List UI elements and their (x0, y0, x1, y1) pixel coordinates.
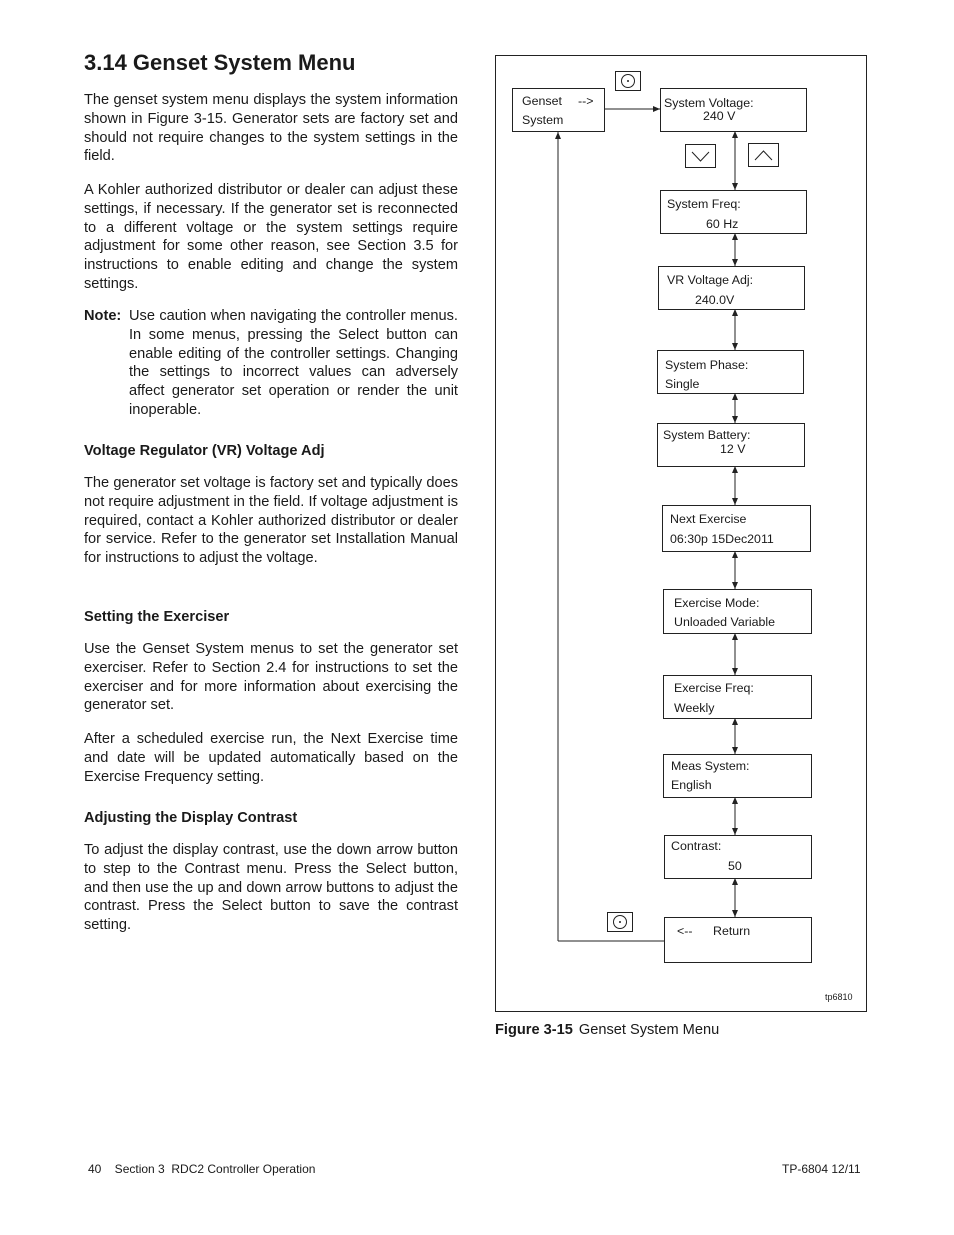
return-label: Return (713, 924, 751, 938)
contrast-paragraph: To adjust the display contrast, use the down arrow button to step to the Contrast menu. Press the Select button, and then use the up and down arrow buttons to adjust the contrast. Press the Select button to save the contrast setting. (84, 842, 458, 934)
menu-value: 240.0V (695, 293, 735, 307)
vr-heading: Voltage Regulator (VR) Voltage Adj (84, 443, 325, 459)
menu-label: System Voltage: (664, 96, 754, 110)
footer-right: TP-6804 12/11 (782, 1162, 861, 1176)
exerciser-heading: Setting the Exerciser (84, 609, 230, 625)
note-label: Note: (84, 308, 122, 324)
menu-value: 06:30p 15Dec2011 (670, 532, 774, 546)
contrast-heading: Adjusting the Display Contrast (84, 810, 298, 826)
menu-value: 60 Hz (706, 217, 739, 231)
menu-contrast (664, 835, 812, 879)
menu-vr-voltage-adj (658, 266, 805, 310)
menu-value: 50 (728, 859, 742, 873)
menu-system-freq (660, 190, 807, 234)
menu-value: English (671, 778, 712, 792)
figure-caption (495, 1022, 719, 1038)
menu-value: 12 V (720, 442, 746, 456)
genset-system-box (512, 88, 605, 132)
genset-arrow-text: --> (578, 94, 594, 108)
select-button-icon (607, 912, 633, 932)
menu-exercise-mode (663, 589, 812, 634)
menu-label: System Phase: (665, 358, 749, 372)
menu-value: Unloaded Variable (674, 615, 776, 629)
menu-value: Weekly (674, 701, 715, 715)
note-text: Use caution when navigating the controller menus. In some menus, pressing the Select button can enable editing of the controller settings. Changing the settings to incorrect values can adversely affect generator set operation or render the unit inoperable. (129, 308, 458, 418)
menu-value: Single (665, 377, 700, 391)
figure-tag: tp6810 (825, 992, 853, 1002)
intro-paragraph-1: The genset system menu displays the system information shown in Figure 3-15. Generator sets are factory set and should not require changes to the system settings in the field. (84, 92, 458, 165)
caption-number: Figure 3-15 (495, 1022, 573, 1038)
menu-label: Contrast: (671, 839, 722, 853)
return-arrow-text: <-- (677, 924, 693, 938)
genset-label: Genset (522, 94, 562, 108)
menu-label: Exercise Freq: (674, 681, 754, 695)
menu-return (664, 917, 812, 963)
menu-label: Exercise Mode: (674, 596, 760, 610)
section-title: 3.14 Genset System Menu (84, 50, 356, 75)
menu-system-phase (657, 350, 804, 394)
menu-system-voltage (660, 88, 807, 132)
footer-left: 40 Section 3 RDC2 Controller Operation (88, 1162, 316, 1176)
menu-label: System Freq: (667, 197, 741, 211)
menu-system-battery (657, 423, 805, 467)
menu-exercise-freq (663, 675, 812, 719)
down-arrow-icon (685, 144, 716, 168)
menu-next-exercise (662, 505, 811, 552)
exerciser-paragraph-1: Use the Genset System menus to set the generator set exerciser. Refer to Section 2.4 for instructions to set the exerciser and for more information about exercising the generator set. (84, 641, 458, 714)
intro-paragraph-2: A Kohler authorized distributor or dealer can adjust these settings, if necessary. If the generator set is reconnected to a different voltage or the system settings require adjustment for some other reason, see Section 3.5 for instructions to enable editing and change the system settings. (84, 182, 458, 292)
vr-paragraph: The generator set voltage is factory set and typically does not require adjustment in the field. If voltage adjustment is required, contact a Kohler authorized distributor or dealer for service. Refer to the generator set Installation Manual for instructions to adjust the voltage. (84, 475, 458, 567)
menu-label: Next Exercise (670, 512, 747, 526)
exerciser-paragraph-2: After a scheduled exercise run, the Next Exercise time and date will be updated automatically based on the Exercise Frequency setting. (84, 731, 458, 785)
up-arrow-icon (748, 143, 779, 167)
system-label: System (522, 113, 564, 127)
menu-label: VR Voltage Adj: (667, 273, 754, 287)
select-button-icon (615, 71, 641, 91)
menu-label: System Battery: (663, 428, 751, 442)
caption-text: Genset System Menu (578, 1022, 720, 1038)
menu-label: Meas System: (671, 759, 750, 773)
menu-value: 240 V (703, 109, 736, 123)
menu-meas-system (663, 754, 812, 798)
